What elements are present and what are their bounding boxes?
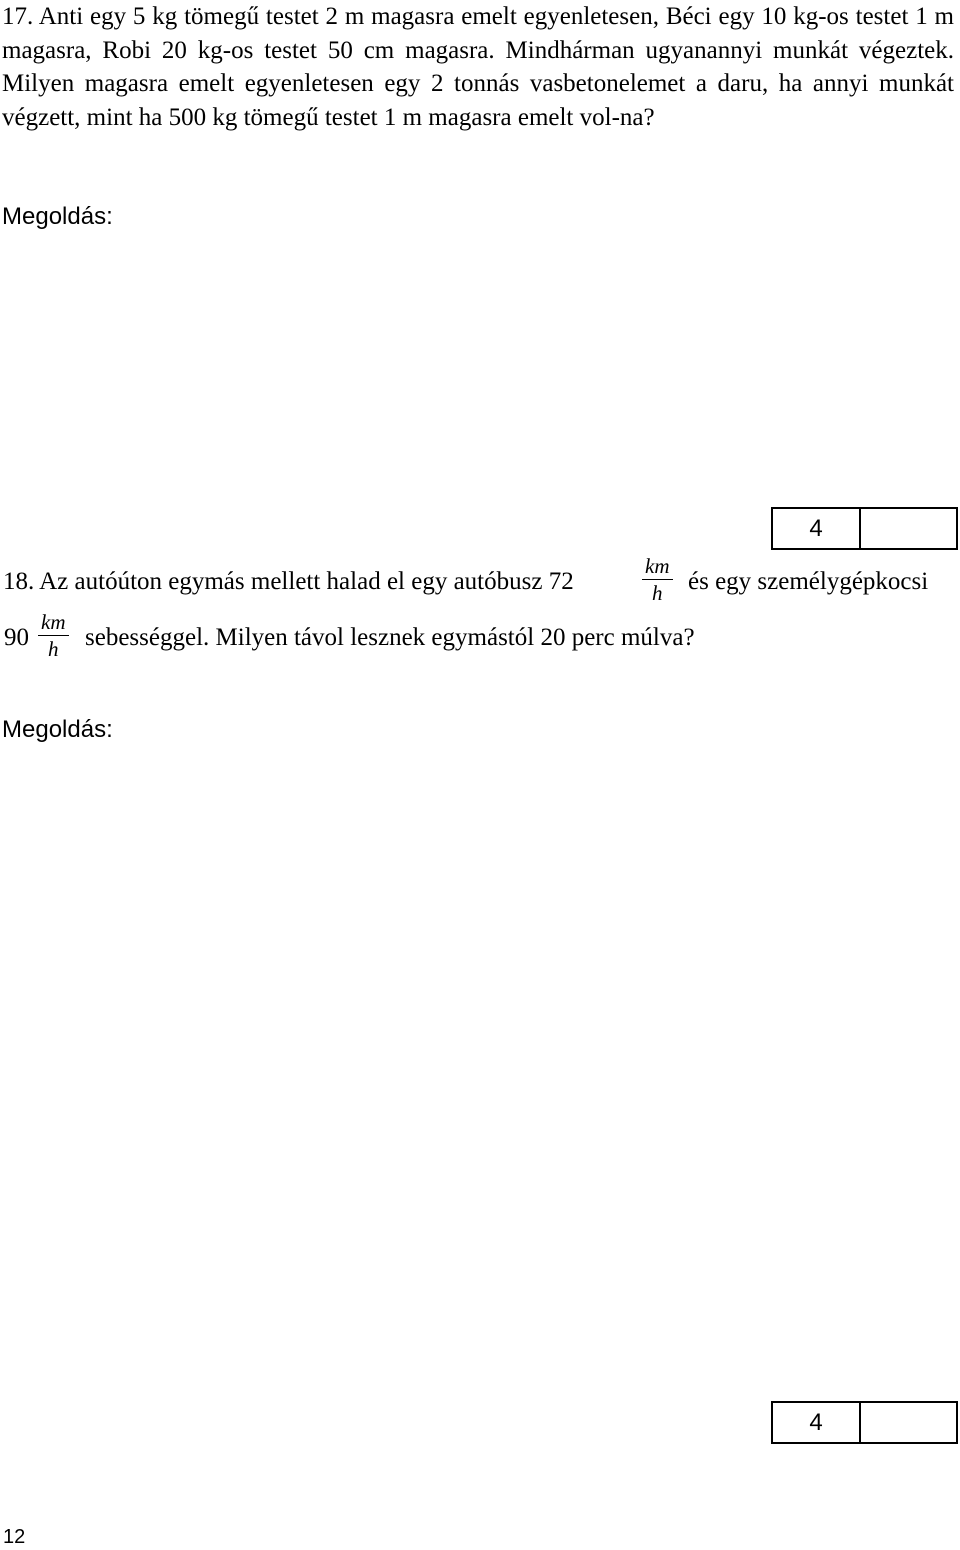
- unit-numerator: km: [38, 611, 69, 636]
- problem-18-solution-label: Megoldás:: [2, 716, 113, 743]
- problem-18-text-part-1: Az autóúton egymás mellett halad el egy autóbusz 72: [39, 568, 574, 595]
- problem-17-solution-label: Megoldás:: [2, 203, 113, 230]
- problem-17-earned-points-field[interactable]: [861, 509, 956, 548]
- page-number: 12: [3, 1526, 26, 1548]
- problem-17-body: Anti egy 5 kg tömegű testet 2 m magasra emelt egyenletesen, Béci egy 10 kg-os testet 1 m magasra, Robi 20 kg-os testet 50 cm magasra. Mindhárman ugyanannyi munkát végeztek. Milyen magasra emelt egyenletesen egy 2 tonnás vasbetonelemet a daru, ha annyi munkát végzett, mint ha 500 kg tömegű testet 1 m magasra emelt vol-na?: [2, 3, 955, 131]
- problem-18-unit-fraction-1: [642, 555, 673, 604]
- problem-17-score-box: [771, 507, 958, 550]
- unit-denominator: h: [652, 581, 663, 605]
- problem-17-max-points: 4: [773, 509, 861, 548]
- problem-18-score-box: [771, 1401, 958, 1444]
- problem-17-number: 17.: [2, 3, 34, 30]
- problem-18-text-part-3: sebességgel. Milyen távol lesznek egymástól 20 perc múlva?: [85, 624, 695, 651]
- unit-denominator: h: [48, 637, 59, 661]
- problem-18-number: 18.: [3, 568, 35, 595]
- problem-18-max-points: 4: [773, 1403, 861, 1442]
- problem-18-unit-fraction-2: [38, 611, 69, 660]
- problem-18-text-part-2: és egy személygépkocsi: [688, 568, 929, 595]
- unit-numerator: km: [642, 555, 673, 580]
- problem-18-speed-2: 90: [4, 624, 29, 651]
- problem-18-earned-points-field[interactable]: [861, 1403, 956, 1442]
- problem-18-line-1: [3, 568, 574, 596]
- problem-17-text: [2, 0, 954, 134]
